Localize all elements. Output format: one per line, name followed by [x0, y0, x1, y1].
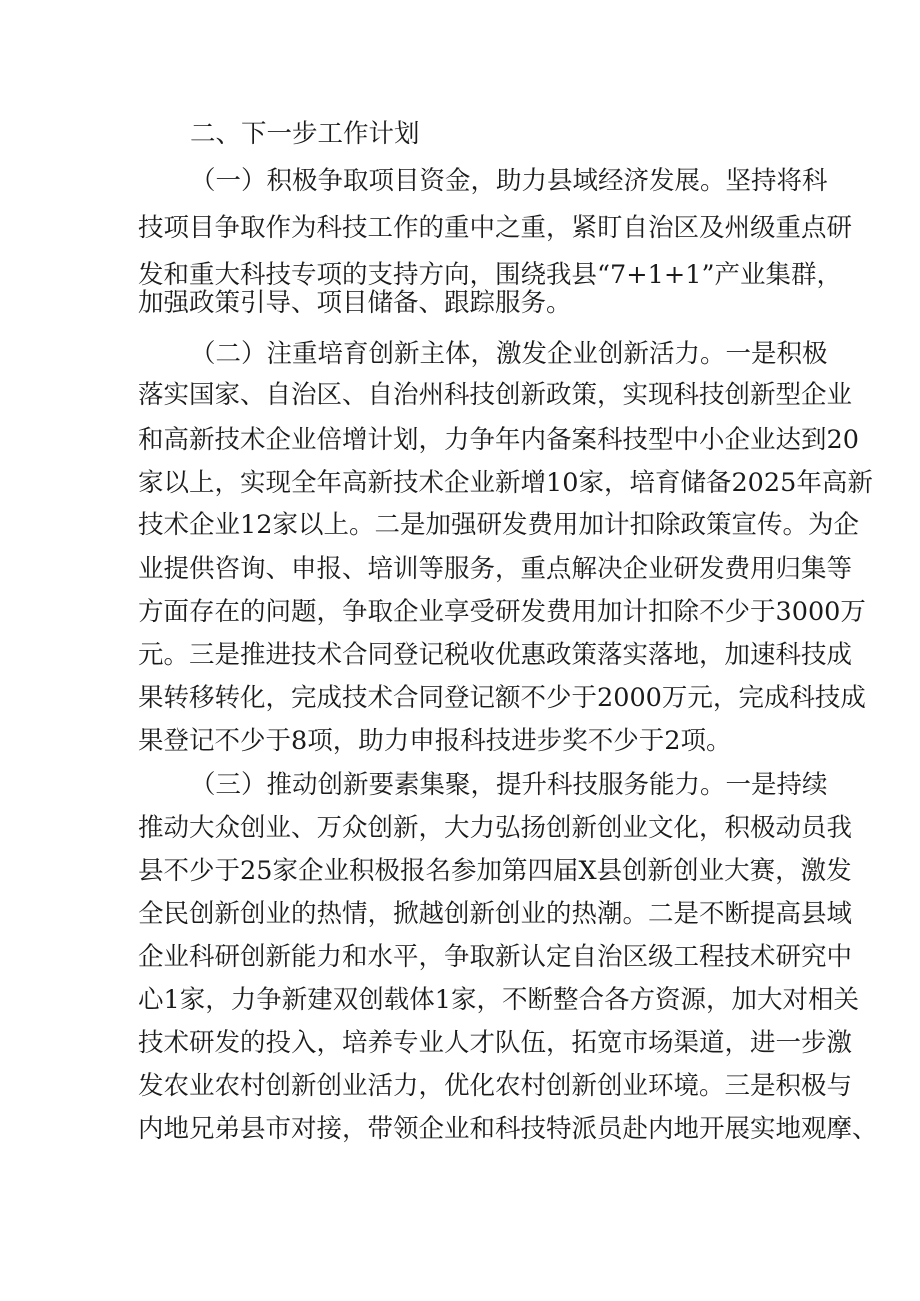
paragraph-line: 技项目争取作为科技工作的重中之重，紧盯自治区及州级重点研	[138, 213, 853, 243]
paragraph-line: 发和重大科技专项的支持方向，围绕我县“7+1+1”产业集群，	[138, 260, 842, 290]
paragraph-line: 加强政策引导、项目储备、跟踪服务。	[138, 288, 572, 318]
paragraph-line: 和高新技术企业倍增计划，力争年内备案科技型中小企业达到20	[138, 425, 859, 455]
paragraph-line: 县不少于25家企业积极报名参加第四届X县创新创业大赛，激发	[138, 856, 852, 886]
paragraph-line: 企业科研创新能力和水平，争取新认定自治区级工程技术研究中	[138, 942, 853, 972]
paragraph-line: 内地兄弟县市对接，带领企业和科技特派员赴内地开展实地观摩、	[138, 1114, 878, 1144]
paragraph-line: 方面存在的问题，争取企业享受研发费用加计扣除不少于3000万	[138, 597, 866, 627]
paragraph-line: 全民创新创业的热情，掀越创新创业的热潮。二是不断提高县域	[138, 899, 853, 929]
paragraph-line: （二）注重培育创新主体，激发企业创新活力。一是积极	[190, 339, 828, 369]
paragraph-line: 元。三是推进技术合同登记税收优惠政策落实落地，加速科技成	[138, 640, 853, 670]
paragraph-line: 落实国家、自治区、自治州科技创新政策，实现科技创新型企业	[138, 380, 853, 410]
paragraph-line: 业提供咨询、申报、培训等服务，重点解决企业研发费用归集等	[138, 554, 853, 584]
paragraph-line: 家以上，实现全年高新技术企业新增10家，培育储备2025年高新	[138, 468, 873, 498]
paragraph-line: （一）积极争取项目资金，助力县域经济发展。坚持将科	[190, 166, 828, 196]
paragraph-line: 发农业农村创新创业活力，优化农村创新创业环境。三是积极与	[138, 1071, 853, 1101]
paragraph-line: （三）推动创新要素集聚，提升科技服务能力。一是持续	[190, 770, 828, 800]
paragraph-line: 技术研发的投入，培养专业人才队伍，拓宽市场渠道，进一步激	[138, 1028, 853, 1058]
paragraph-line: 果登记不少于8项，助力申报科技进步奖不少于2项。	[138, 726, 732, 756]
section-heading: 二、下一步工作计划	[190, 119, 420, 149]
paragraph-line: 心1家，力争新建双创载体1家，不断整合各方资源，加大对相关	[138, 985, 859, 1015]
paragraph-line: 果转移转化，完成技术合同登记额不少于2000万元，完成科技成	[138, 683, 866, 713]
paragraph-line: 技术企业12家以上。二是加强研发费用加计扣除政策宣传。为企	[138, 510, 859, 540]
paragraph-line: 推动大众创业、万众创新，大力弘扬创新创业文化，积极动员我	[138, 813, 853, 843]
